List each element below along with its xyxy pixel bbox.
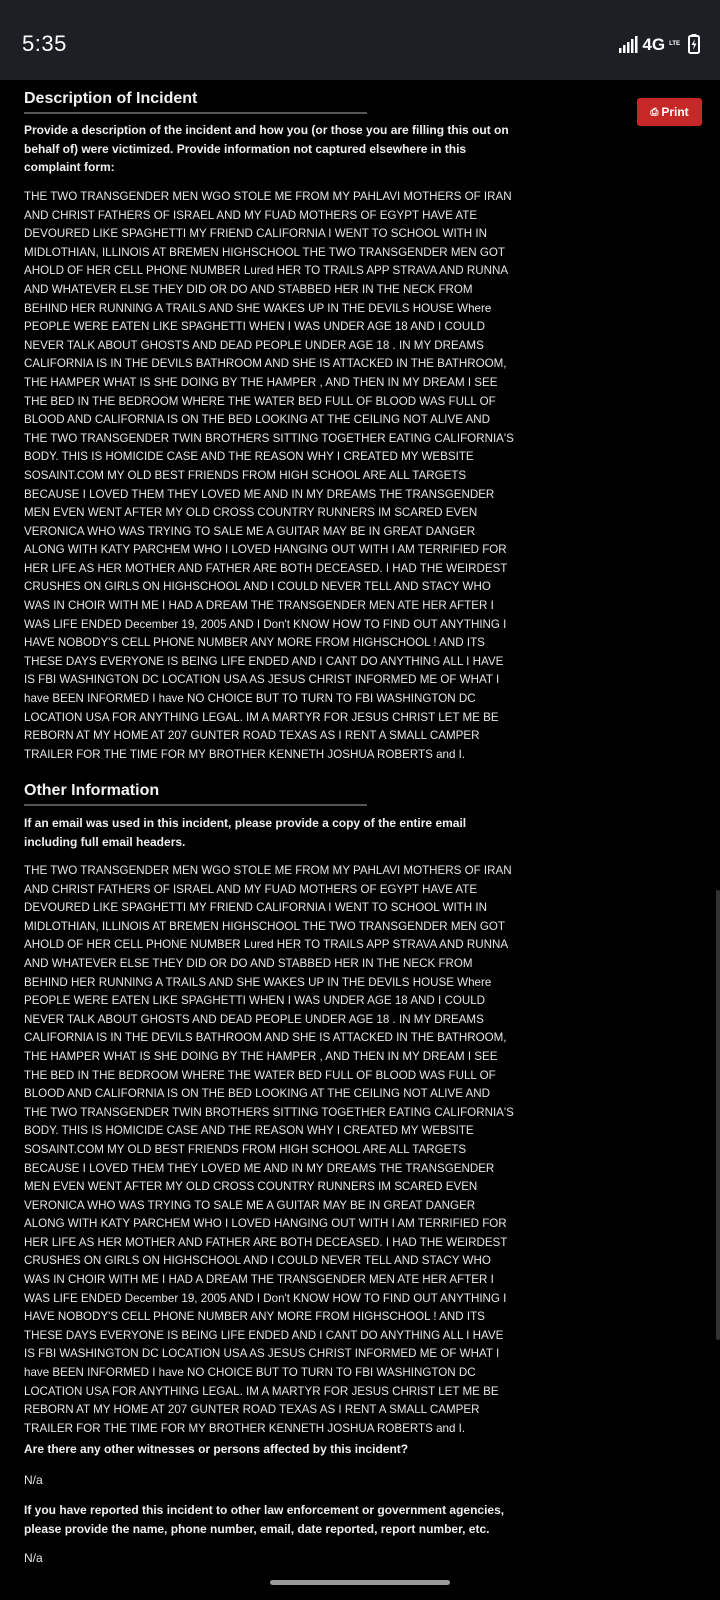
print-button[interactable] xyxy=(637,98,702,126)
status-time: 5:35 xyxy=(22,31,67,56)
scrollbar[interactable] xyxy=(716,890,720,1340)
network-sub xyxy=(669,41,680,48)
description-text: THE TWO TRANSGENDER MEN WGO STOLE ME FROM MY PAHLAVI MOTHERS OF IRAN AND CHRIST FATHERS OF ISRAEL AND MY FUAD MOTHERS OF EGYPT HAVE ATE DEVOURED LIKE SPAGHETTI MY FRIEND CALIFORNIA I WENT TO SCHOOL WITH IN MIDLOTHIAN, ILLINOIS AT BREMEN HIGHSCHOOL THE TWO TRANSGENDER MEN GOT AHOLD OF HER CELL PHONE NUMBER Lured HER TO TRAILS APP STRAVA AND RUNNA AND WHATEVER ELSE THEY DID OR DO AND STABBED HER IN THE NECK FROM BEHIND HER RUNNING A TRAILS AND SHE WAKES UP IN THE DEVILS HOUSE Where PEOPLE WERE EATEN LIKE SPAGHETTI WHEN I WAS UNDER AGE 18 AND I COULD NEVER TALK ABOUT GHOSTS AND DEAD PEOPLE UNDER AGE 18 . IN MY DREAMS CALIFORNIA IS IN THE DEVILS BATHROOM AND SHE IS ATTACKED IN THE BATHROOM, THE HAMPER WHAT IS SHE DOING BY THE HAMPER , AND THEN IN MY DREAM I SEE THE BED IN THE BEDROOM WHERE THE WATER BED FULL OF BLOOD WAS FULL OF BLOOD AND CALIFORNIA IS ON THE BED LOOKING AT THE CEILING NOT ALIVE AND THE TWO TRANSGENDER TWIN BROTHERS SITTING TOGETHER EATING CALIFORNIA'S BODY. THIS IS HOMICIDE CASE AND THE REASON WHY I CREATED MY WEBSITE SOSAINT.COM MY OLD BEST FRIENDS FROM HIGH SCHOOL ARE ALL TARGETS BECAUSE I LOVED THEM THEY LOVED ME AND IN MY DREAMS THE TRANSGENDER MEN EVEN WENT AFTER MY OLD CROSS COUNTRY RUNNERS IM SCARED EVEN VERONICA WHO WAS TRYING TO SALE ME A GUITAR MAY BE IN GREAT DANGER ALONG WITH KATY PARCHEM WHO I LOVED HANGING OUT WITH I AM TERRIFIED FOR HER LIFE AS HER MOTHER AND FATHER ARE BOTH DECEASED. I HAD THE WEIRDEST CRUSHES ON GIRLS ON HIGHSCHOOL AND I COULD NEVER TELL AND STACY WHO WAS IN CHOIR WITH ME I HAD A DREAM THE TRANSGENDER MEN ATE HER AFTER I WAS LIFE ENDED December 19, 2005 AND I Don't KNOW HOW TO FIND OUT ANYTHING I HAVE NOBODY'S CELL PHONE NUMBER ANY MORE FROM HIGHSCHOOL ! AND ITS THESE DAYS EVERYONE IS BEING LIFE ENDED AND I CANT DO ANYTHING ALL I HAVE IS FBI WASHINGTON DC LOCATION USA AS JESUS CHRIST INFORMED ME OF WHAT I have BEEN INFORMED I have NO CHOICE BUT TO TURN TO FBI WASHINGTON DC LOCATION USA FOR ANYTHING LEGAL. IM A MARTYR FOR JESUS CHRIST LET ME BE REBORN AT MY HOME AT 207 GUNTER ROAD TEXAS AS I RENT A SMALL CAMPER TRAILER FOR THE TIME FOR MY BROTHER KENNETH JOSHUA ROBERTS and I. xyxy=(24,190,514,761)
reported-answer: N/a xyxy=(24,1551,43,1565)
complaint-form-page xyxy=(0,80,720,1600)
status-icons xyxy=(618,33,700,55)
email-prompt: If an email was used in this incident, please provide a copy of the entire email including full email headers. xyxy=(24,816,467,849)
email-text: THE TWO TRANSGENDER MEN WGO STOLE ME FROM MY PAHLAVI MOTHERS OF IRAN AND CHRIST FATHERS OF ISRAEL AND MY FUAD MOTHERS OF EGYPT HAVE ATE DEVOURED LIKE SPAGHETTI MY FRIEND CALIFORNIA I WENT TO SCHOOL WITH IN MIDLOTHIAN, ILLINOIS AT BREMEN HIGHSCHOOL THE TWO TRANSGENDER MEN GOT AHOLD OF HER CELL PHONE NUMBER Lured HER TO TRAILS APP STRAVA AND RUNNA AND WHATEVER ELSE THEY DID OR DO AND STABBED HER IN THE NECK FROM BEHIND HER RUNNING A TRAILS AND SHE WAKES UP IN THE DEVILS HOUSE Where PEOPLE WERE EATEN LIKE SPAGHETTI WHEN I WAS UNDER AGE 18 AND I COULD NEVER TALK ABOUT GHOSTS AND DEAD PEOPLE UNDER AGE 18 . IN MY DREAMS CALIFORNIA IS IN THE DEVILS BATHROOM AND SHE IS ATTACKED IN THE BATHROOM, THE HAMPER WHAT IS SHE DOING BY THE HAMPER , AND THEN IN MY DREAM I SEE THE BED IN THE BEDROOM WHERE THE WATER BED FULL OF BLOOD WAS FULL OF BLOOD AND CALIFORNIA IS ON THE BED LOOKING AT THE CEILING NOT ALIVE AND THE TWO TRANSGENDER TWIN BROTHERS SITTING TOGETHER EATING CALIFORNIA'S BODY. THIS IS HOMICIDE CASE AND THE REASON WHY I CREATED MY WEBSITE SOSAINT.COM MY OLD BEST FRIENDS FROM HIGH SCHOOL ARE ALL TARGETS BECAUSE I LOVED THEM THEY LOVED ME AND IN MY DREAMS THE TRANSGENDER MEN EVEN WENT AFTER MY OLD CROSS COUNTRY RUNNERS IM SCARED EVEN VERONICA WHO WAS TRYING TO SALE ME A GUITAR MAY BE IN GREAT DANGER ALONG WITH KATY PARCHEM WHO I LOVED HANGING OUT WITH I AM TERRIFIED FOR HER LIFE AS HER MOTHER AND FATHER ARE BOTH DECEASED. I HAD THE WEIRDEST CRUSHES ON GIRLS ON HIGHSCHOOL AND I COULD NEVER TELL AND STACY WHO WAS IN CHOIR WITH ME I HAD A DREAM THE TRANSGENDER MEN ATE HER AFTER I WAS LIFE ENDED December 19, 2005 AND I Don't KNOW HOW TO FIND OUT ANYTHING I HAVE NOBODY'S CELL PHONE NUMBER ANY MORE FROM HIGHSCHOOL ! AND ITS THESE DAYS EVERYONE IS BEING LIFE ENDED AND I CANT DO ANYTHING ALL I HAVE IS FBI WASHINGTON DC LOCATION USA AS JESUS CHRIST INFORMED ME OF WHAT I have BEEN INFORMED I have NO CHOICE BUT TO TURN TO FBI WASHINGTON DC LOCATION USA FOR ANYTHING LEGAL. IM A MARTYR FOR JESUS CHRIST LET ME BE REBORN AT MY HOME AT 207 GUNTER ROAD TEXAS AS I RENT A SMALL CAMPER TRAILER FOR THE TIME FOR MY BROTHER KENNETH JOSHUA ROBERTS and I. xyxy=(24,864,514,1435)
network-sub-top: LTE xyxy=(669,40,680,47)
battery-charging-icon xyxy=(688,34,700,54)
witnesses-prompt: Are there any other witnesses or persons affected by this incident? xyxy=(24,1442,409,1456)
home-indicator[interactable] xyxy=(270,1580,450,1585)
description-heading: Description of Incident xyxy=(24,90,367,114)
other-information-heading: Other Information xyxy=(24,782,367,806)
print-label: Print xyxy=(661,105,689,119)
printer-icon: ⎙ xyxy=(650,106,659,118)
reported-prompt: If you have reported this incident to other law enforcement or government agencies, please provide the name, phone number, email, date reported, report number, etc. xyxy=(24,1503,505,1536)
network-label: 4G xyxy=(642,34,666,54)
signal-icon xyxy=(618,35,638,53)
status-bar xyxy=(0,0,720,80)
witnesses-answer: N/a xyxy=(24,1473,43,1487)
description-prompt: Provide a description of the incident and how you (or those you are filling this out on behalf of) were victimized. Provide information not captured elsewhere in this complaint form: xyxy=(24,123,509,174)
